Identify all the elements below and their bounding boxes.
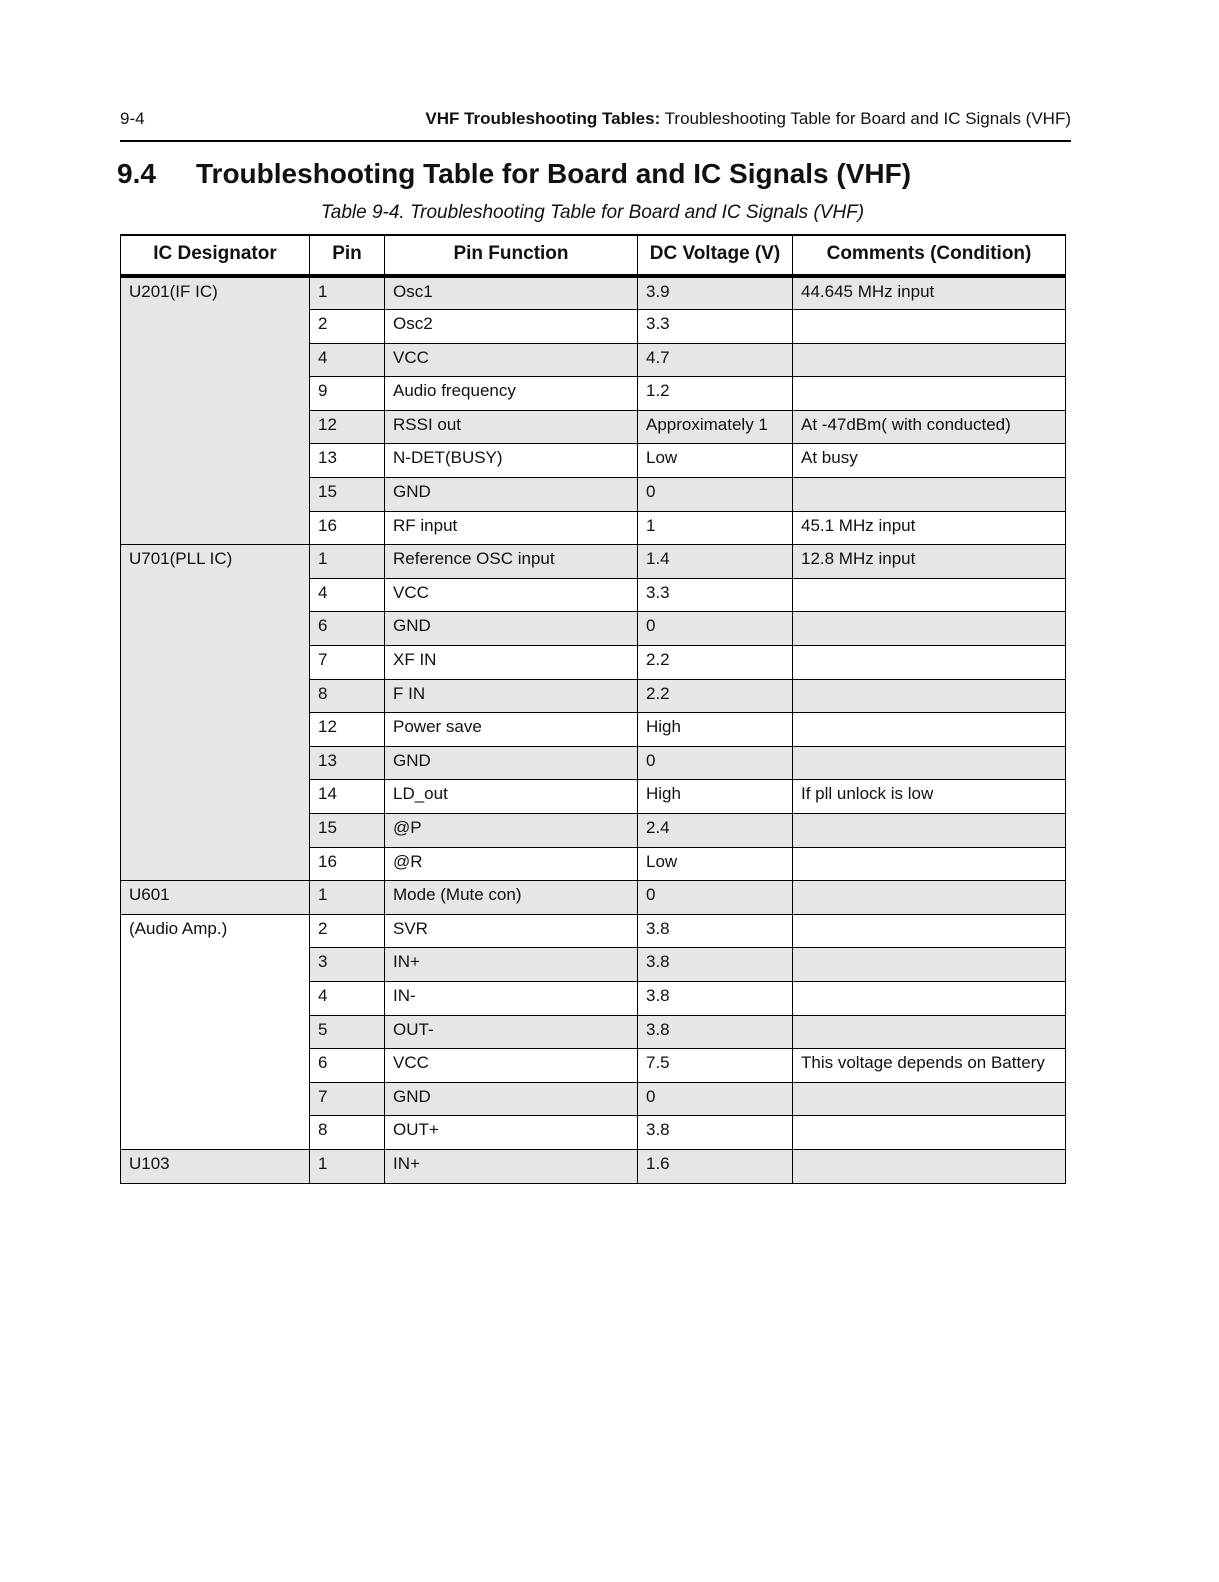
cell-pin: 12 bbox=[310, 410, 385, 444]
cell-comment: This voltage depends on Battery bbox=[793, 1049, 1066, 1083]
cell-ic-designator: U103 bbox=[121, 1149, 310, 1183]
table-row bbox=[121, 914, 1066, 948]
table-row bbox=[121, 1149, 1066, 1183]
cell-comment bbox=[793, 948, 1066, 982]
cell-ic-designator: U601 bbox=[121, 881, 310, 915]
cell-comment bbox=[793, 1149, 1066, 1183]
cell-pin-function: GND bbox=[385, 478, 638, 512]
cell-pin-function: Reference OSC input bbox=[385, 545, 638, 579]
table-row bbox=[121, 881, 1066, 915]
cell-pin-function: XF IN bbox=[385, 646, 638, 680]
table-body bbox=[121, 276, 1066, 1183]
running-title-bold: VHF Troubleshooting Tables: bbox=[425, 109, 661, 128]
cell-dc-voltage: 1.2 bbox=[638, 377, 793, 411]
cell-dc-voltage: 2.2 bbox=[638, 646, 793, 680]
running-title bbox=[425, 109, 1071, 129]
cell-comment: 45.1 MHz input bbox=[793, 511, 1066, 545]
cell-dc-voltage: 1.4 bbox=[638, 545, 793, 579]
cell-pin: 4 bbox=[310, 578, 385, 612]
cell-comment bbox=[793, 578, 1066, 612]
cell-pin: 2 bbox=[310, 310, 385, 344]
cell-pin-function: Power save bbox=[385, 713, 638, 747]
cell-dc-voltage: 1 bbox=[638, 511, 793, 545]
cell-pin-function: VCC bbox=[385, 578, 638, 612]
cell-dc-voltage: High bbox=[638, 713, 793, 747]
cell-pin-function: SVR bbox=[385, 914, 638, 948]
troubleshooting-table bbox=[120, 234, 1066, 1184]
cell-pin: 15 bbox=[310, 478, 385, 512]
cell-comment bbox=[793, 847, 1066, 881]
cell-pin-function: IN+ bbox=[385, 948, 638, 982]
cell-dc-voltage: 4.7 bbox=[638, 343, 793, 377]
cell-dc-voltage: Low bbox=[638, 847, 793, 881]
cell-pin-function: F IN bbox=[385, 679, 638, 713]
cell-comment bbox=[793, 1082, 1066, 1116]
cell-pin: 1 bbox=[310, 545, 385, 579]
cell-pin: 6 bbox=[310, 612, 385, 646]
section-heading bbox=[117, 158, 911, 190]
cell-comment bbox=[793, 814, 1066, 848]
cell-comment bbox=[793, 1116, 1066, 1150]
cell-pin-function: VCC bbox=[385, 1049, 638, 1083]
cell-ic-designator: U201(IF IC) bbox=[121, 276, 310, 545]
cell-pin-function: GND bbox=[385, 746, 638, 780]
cell-comment bbox=[793, 612, 1066, 646]
cell-pin-function: OUT- bbox=[385, 1015, 638, 1049]
cell-pin-function: GND bbox=[385, 612, 638, 646]
cell-dc-voltage: 3.3 bbox=[638, 310, 793, 344]
cell-comment bbox=[793, 646, 1066, 680]
cell-comment: 44.645 MHz input bbox=[793, 276, 1066, 310]
cell-pin-function: Mode (Mute con) bbox=[385, 881, 638, 915]
cell-dc-voltage: Approximately 1 bbox=[638, 410, 793, 444]
cell-pin-function: @P bbox=[385, 814, 638, 848]
cell-dc-voltage: 3.9 bbox=[638, 276, 793, 310]
cell-pin: 3 bbox=[310, 948, 385, 982]
cell-pin-function: Osc2 bbox=[385, 310, 638, 344]
cell-pin-function: N-DET(BUSY) bbox=[385, 444, 638, 478]
cell-pin-function: RF input bbox=[385, 511, 638, 545]
cell-comment bbox=[793, 914, 1066, 948]
cell-comment: At busy bbox=[793, 444, 1066, 478]
cell-pin: 5 bbox=[310, 1015, 385, 1049]
cell-pin-function: IN- bbox=[385, 981, 638, 1015]
cell-dc-voltage: 3.3 bbox=[638, 578, 793, 612]
cell-pin: 13 bbox=[310, 444, 385, 478]
cell-comment bbox=[793, 478, 1066, 512]
cell-dc-voltage: Low bbox=[638, 444, 793, 478]
cell-pin-function: Audio frequency bbox=[385, 377, 638, 411]
cell-comment bbox=[793, 377, 1066, 411]
cell-pin: 7 bbox=[310, 646, 385, 680]
cell-comment bbox=[793, 343, 1066, 377]
cell-ic-designator: (Audio Amp.) bbox=[121, 914, 310, 1149]
cell-dc-voltage: 3.8 bbox=[638, 914, 793, 948]
table-caption: Table 9-4. Troubleshooting Table for Board and IC Signals (VHF) bbox=[320, 202, 865, 223]
cell-pin: 4 bbox=[310, 343, 385, 377]
cell-dc-voltage: 0 bbox=[638, 478, 793, 512]
cell-dc-voltage: 2.2 bbox=[638, 679, 793, 713]
page-number: 9-4 bbox=[120, 109, 145, 128]
cell-comment bbox=[793, 713, 1066, 747]
cell-dc-voltage: High bbox=[638, 780, 793, 814]
cell-pin: 4 bbox=[310, 981, 385, 1015]
cell-pin: 8 bbox=[310, 679, 385, 713]
cell-pin-function: Osc1 bbox=[385, 276, 638, 310]
cell-pin: 7 bbox=[310, 1082, 385, 1116]
cell-pin-function: LD_out bbox=[385, 780, 638, 814]
section-number: 9.4 bbox=[117, 158, 156, 189]
cell-pin: 16 bbox=[310, 847, 385, 881]
cell-pin: 8 bbox=[310, 1116, 385, 1150]
column-header-pin: Pin bbox=[310, 235, 385, 276]
cell-comment: If pll unlock is low bbox=[793, 780, 1066, 814]
running-title-rest: Troubleshooting Table for Board and IC Signals (VHF) bbox=[660, 109, 1071, 128]
cell-dc-voltage: 3.8 bbox=[638, 1015, 793, 1049]
column-header-pin-function: Pin Function bbox=[385, 235, 638, 276]
cell-dc-voltage: 0 bbox=[638, 881, 793, 915]
cell-comment bbox=[793, 746, 1066, 780]
cell-pin-function: GND bbox=[385, 1082, 638, 1116]
column-header-comments: Comments (Condition) bbox=[793, 235, 1066, 276]
cell-pin: 1 bbox=[310, 881, 385, 915]
cell-comment bbox=[793, 881, 1066, 915]
cell-comment: 12.8 MHz input bbox=[793, 545, 1066, 579]
cell-comment bbox=[793, 679, 1066, 713]
cell-pin: 1 bbox=[310, 1149, 385, 1183]
cell-pin: 12 bbox=[310, 713, 385, 747]
section-title: Troubleshooting Table for Board and IC Signals (VHF) bbox=[196, 158, 912, 189]
column-header-dc-voltage: DC Voltage (V) bbox=[638, 235, 793, 276]
cell-pin: 2 bbox=[310, 914, 385, 948]
cell-pin-function: VCC bbox=[385, 343, 638, 377]
cell-pin: 6 bbox=[310, 1049, 385, 1083]
cell-pin-function: OUT+ bbox=[385, 1116, 638, 1150]
cell-pin: 16 bbox=[310, 511, 385, 545]
cell-pin: 9 bbox=[310, 377, 385, 411]
cell-pin: 14 bbox=[310, 780, 385, 814]
cell-pin-function: @R bbox=[385, 847, 638, 881]
cell-comment bbox=[793, 310, 1066, 344]
cell-comment: At -47dBm( with conducted) bbox=[793, 410, 1066, 444]
cell-comment bbox=[793, 981, 1066, 1015]
header-rule bbox=[120, 140, 1071, 142]
cell-dc-voltage: 3.8 bbox=[638, 981, 793, 1015]
table-header-row bbox=[121, 235, 1066, 276]
cell-pin-function: RSSI out bbox=[385, 410, 638, 444]
cell-dc-voltage: 3.8 bbox=[638, 1116, 793, 1150]
cell-ic-designator: U701(PLL IC) bbox=[121, 545, 310, 881]
cell-dc-voltage: 7.5 bbox=[638, 1049, 793, 1083]
table-row bbox=[121, 545, 1066, 579]
table-row bbox=[121, 276, 1066, 310]
cell-dc-voltage: 0 bbox=[638, 746, 793, 780]
cell-dc-voltage: 2.4 bbox=[638, 814, 793, 848]
cell-pin: 13 bbox=[310, 746, 385, 780]
cell-dc-voltage: 1.6 bbox=[638, 1149, 793, 1183]
column-header-ic-designator: IC Designator bbox=[121, 235, 310, 276]
cell-dc-voltage: 0 bbox=[638, 1082, 793, 1116]
cell-comment bbox=[793, 1015, 1066, 1049]
cell-pin: 15 bbox=[310, 814, 385, 848]
page-header bbox=[120, 107, 1071, 131]
cell-dc-voltage: 0 bbox=[638, 612, 793, 646]
cell-dc-voltage: 3.8 bbox=[638, 948, 793, 982]
cell-pin: 1 bbox=[310, 276, 385, 310]
cell-pin-function: IN+ bbox=[385, 1149, 638, 1183]
